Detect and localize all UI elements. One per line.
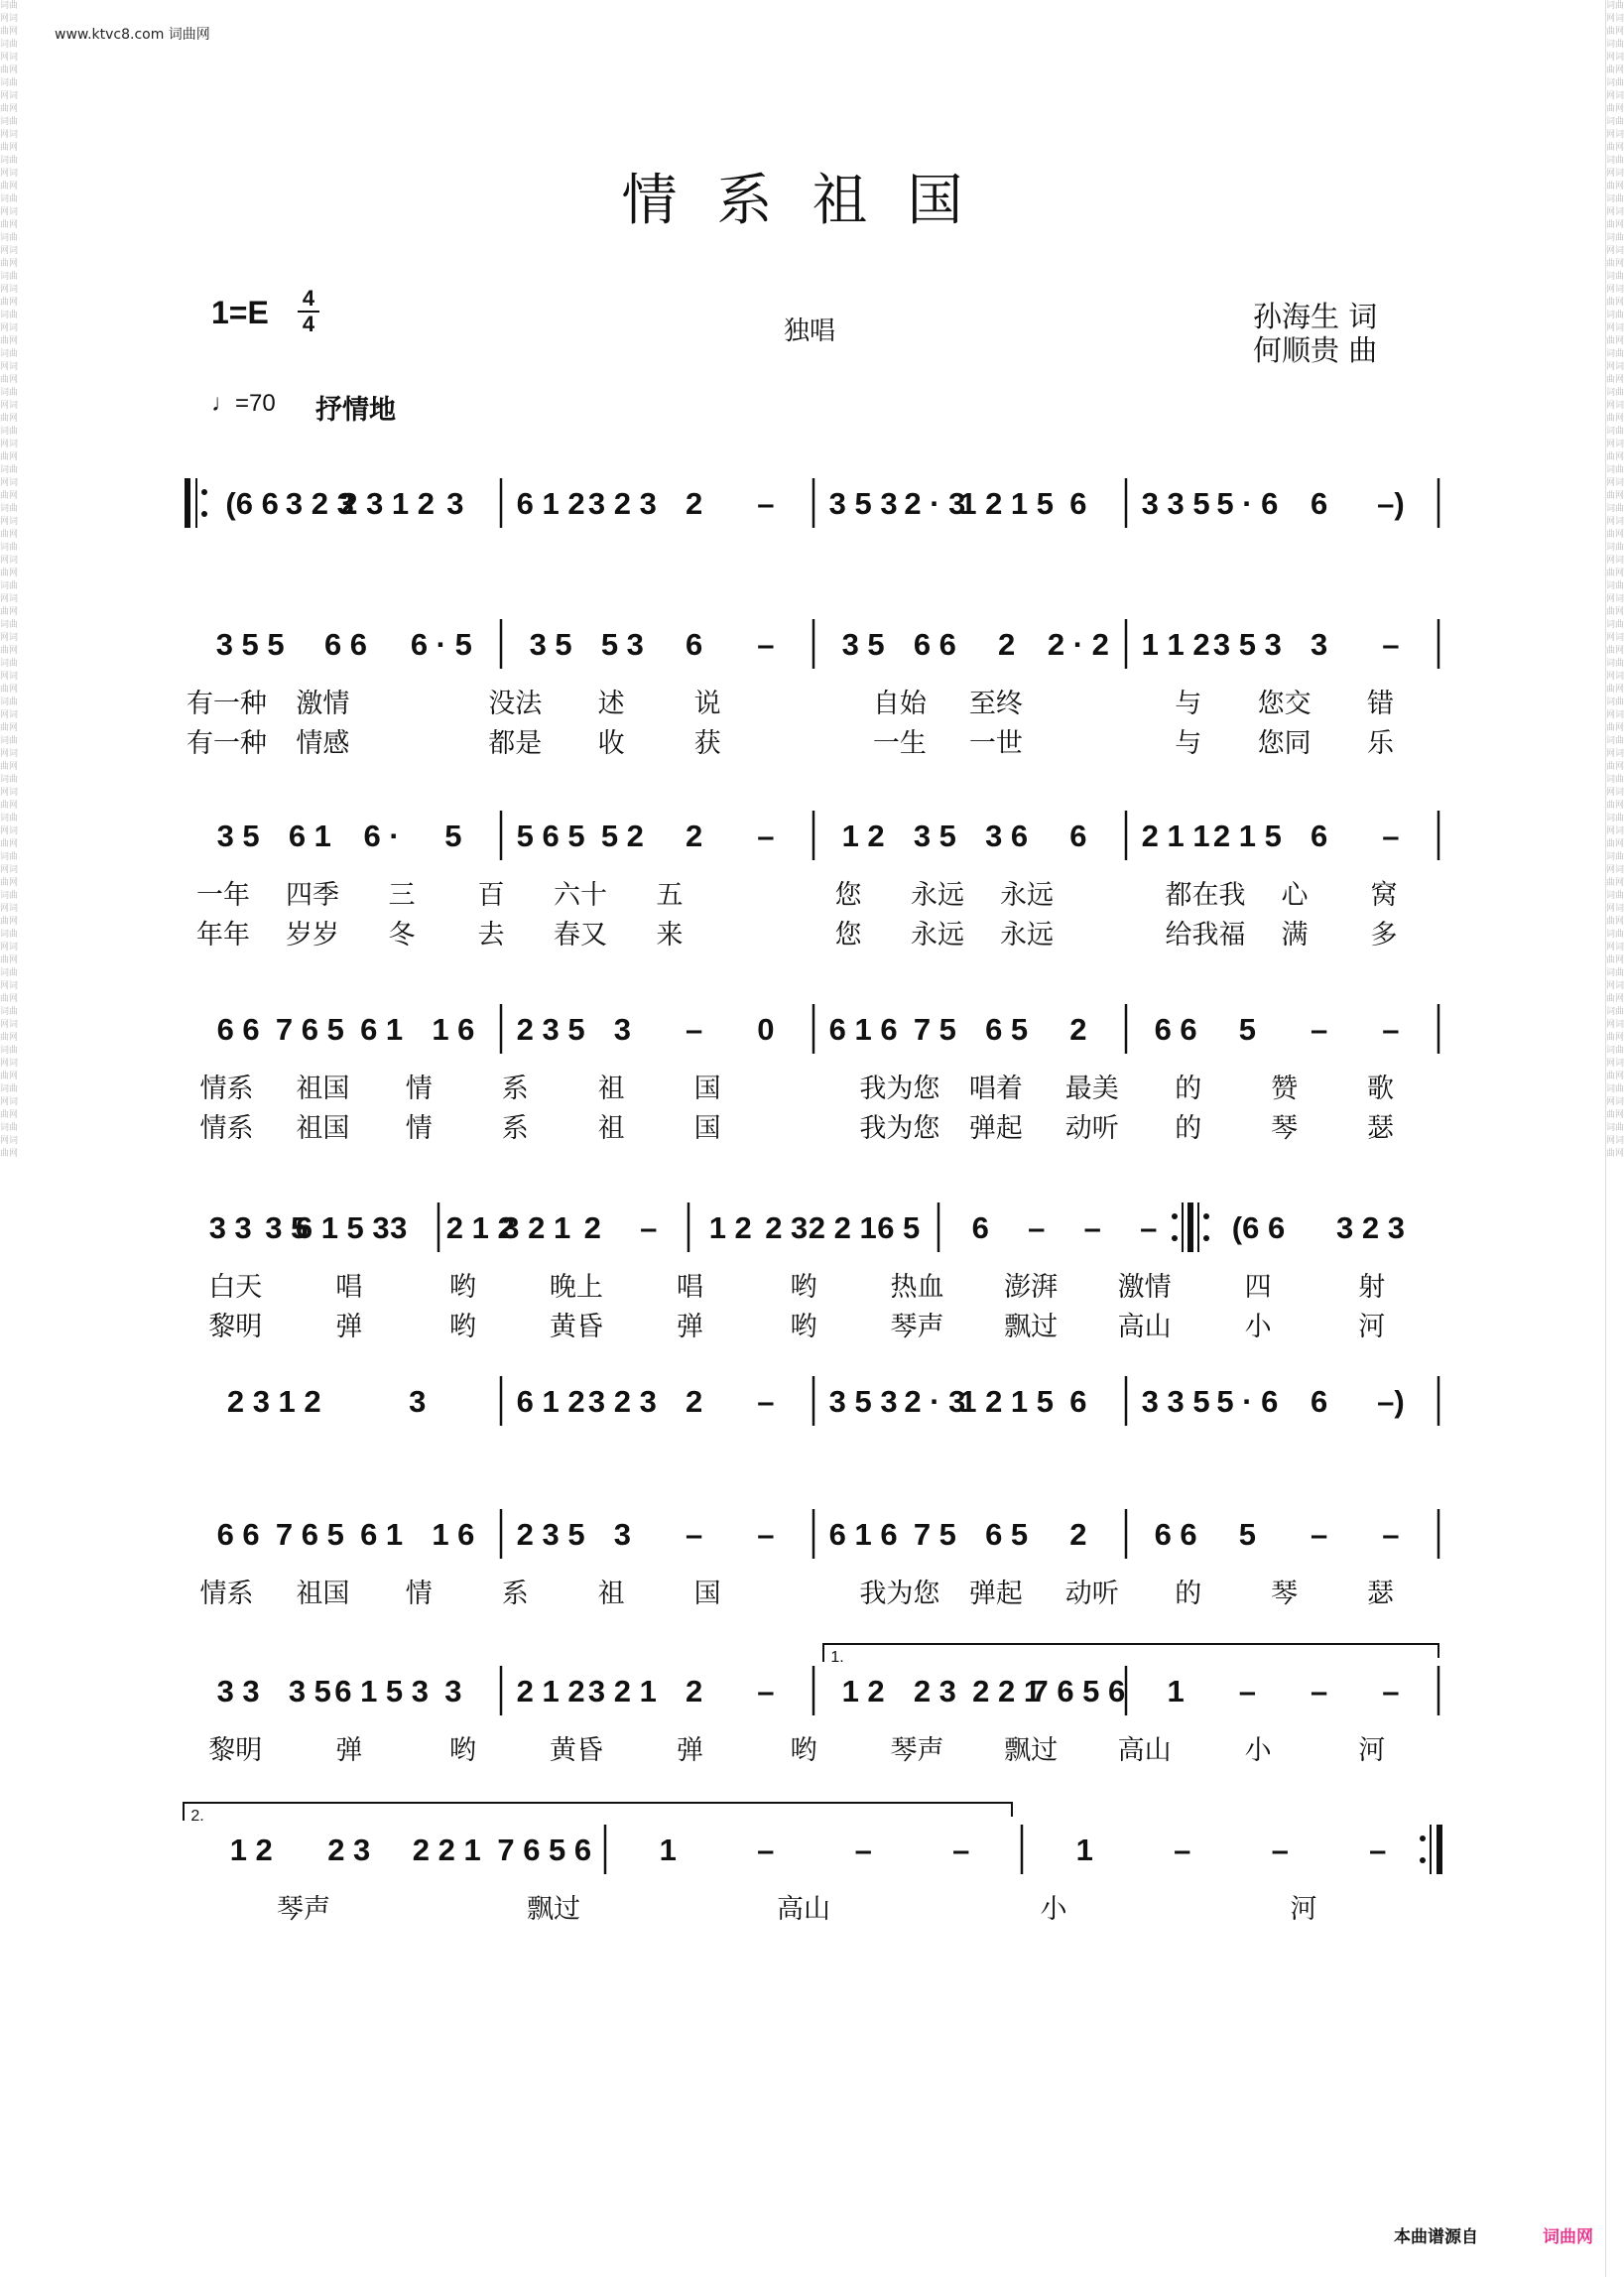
lyric-word: 哟 — [448, 1312, 476, 1342]
lyric-word: 有一种 — [186, 689, 267, 719]
note-group: – — [757, 1674, 775, 1708]
lyric-word: 情系 — [199, 1579, 254, 1609]
note-group: 6 — [1311, 486, 1328, 521]
note-group: – — [1238, 1674, 1256, 1708]
note-group: 3 5 — [288, 1674, 331, 1708]
note-group: – — [1311, 1517, 1328, 1552]
note-group: – — [686, 1517, 703, 1552]
note-group: 3 5 — [913, 819, 956, 853]
note-group: 2 · 3 — [904, 1384, 966, 1419]
note-group: 6 5 — [985, 1517, 1029, 1552]
lyric-word: 述 — [597, 689, 625, 719]
key-signature: 1=E — [211, 295, 269, 330]
note-group: 6 5 — [877, 1210, 921, 1245]
note-group: – — [1382, 627, 1400, 662]
lyric-word: 情感 — [296, 728, 350, 759]
note-group: 3 5 3 — [1212, 627, 1282, 662]
lyric-word: 系 — [501, 1579, 529, 1609]
lyric-word: 岁岁 — [286, 920, 339, 950]
lyric-word: 黎明 — [208, 1735, 263, 1766]
lyric-word: 弹 — [335, 1735, 363, 1766]
lyric-word: 瑟 — [1367, 1113, 1395, 1144]
song-title: 情系祖国 — [621, 169, 1003, 233]
note-group: 2 — [583, 1210, 601, 1245]
lyric-word: 四季 — [286, 880, 339, 911]
lyric-word: 乐 — [1367, 728, 1395, 759]
lyric-word: 弹 — [335, 1312, 363, 1342]
lyric-word: 哟 — [790, 1735, 817, 1766]
lyric-word: 澎湃 — [1004, 1272, 1059, 1303]
note-group: 1 2 1 5 — [959, 1384, 1055, 1419]
repeat-dot — [1172, 1213, 1178, 1219]
note-group: – — [952, 1833, 970, 1867]
lyric-word: 赞 — [1271, 1074, 1299, 1104]
lyric-word: 一生 — [872, 728, 927, 759]
lyric-word: 与 — [1175, 728, 1202, 759]
note-group: – — [1311, 1674, 1328, 1708]
note-group: 3 5 — [265, 1210, 309, 1245]
lyric-word: 祖 — [597, 1579, 625, 1609]
note-group: – — [1382, 819, 1400, 853]
lyric-word: 永远 — [1000, 880, 1054, 911]
note-group: –) — [1377, 1384, 1405, 1419]
lyric-word: 至终 — [968, 689, 1023, 719]
note-group: – — [757, 1517, 775, 1552]
note-group: 3 2 3 — [587, 1384, 657, 1419]
note-group: 3 5 — [216, 819, 260, 853]
note-group: 3 — [613, 1012, 631, 1047]
note-group: 3 3 5 — [1141, 486, 1210, 521]
note-group: 6 1 — [360, 1012, 404, 1047]
lyric-word: 国 — [693, 1074, 721, 1104]
note-group: 3 2 1 — [502, 1210, 571, 1245]
note-group: 3 3 — [208, 1210, 252, 1245]
note-group: – — [1382, 1012, 1400, 1047]
note-group: (6 6 — [225, 486, 279, 521]
note-group: 1 1 2 — [1141, 627, 1210, 662]
lyric-word: 有一种 — [186, 728, 267, 759]
note-group: 2 1 5 — [1212, 819, 1282, 853]
note-group: 1 2 — [841, 1674, 885, 1708]
lyric-word: 飘过 — [527, 1894, 580, 1925]
lyric-word: 错 — [1367, 689, 1395, 719]
note-group: 2 — [1069, 1517, 1087, 1552]
lyric-word: 的 — [1175, 1113, 1202, 1144]
note-group: 7 5 — [913, 1012, 956, 1047]
lyric-word: 六十 — [554, 880, 607, 911]
note-group: 1 6 — [432, 1012, 475, 1047]
note-group: 2 3 — [765, 1210, 809, 1245]
note-group: 5 · 6 — [1216, 1384, 1279, 1419]
volta-number: 2. — [190, 1808, 204, 1825]
lyric-word: 系 — [501, 1113, 529, 1144]
note-group: – — [757, 486, 775, 521]
lyric-word: 高山 — [1117, 1735, 1172, 1766]
note-group: – — [1382, 1517, 1400, 1552]
lyric-word: 河 — [1358, 1312, 1386, 1342]
lyric-word: 琴 — [1271, 1579, 1299, 1609]
note-group: 1 — [1167, 1674, 1185, 1708]
lyric-word: 与 — [1175, 689, 1202, 719]
note-group: 7 5 — [913, 1517, 956, 1552]
lyric-word: 热血 — [890, 1272, 944, 1303]
note-group: 3 3 5 — [1141, 1384, 1210, 1419]
lyric-word: 祖国 — [296, 1579, 350, 1609]
note-group: 6 — [686, 627, 703, 662]
lyric-word: 五 — [656, 880, 684, 911]
lyric-word: 情 — [405, 1579, 433, 1609]
lyric-word: 动听 — [1064, 1579, 1119, 1609]
note-group: 6 · — [363, 819, 400, 853]
note-group: 5 6 5 — [516, 819, 585, 853]
repeat-dot — [201, 489, 207, 495]
note-group: 6 6 — [323, 627, 368, 662]
lyric-word: 白天 — [208, 1272, 263, 1303]
lyric-word: 我为您 — [859, 1579, 940, 1609]
lyric-word: 情 — [405, 1113, 433, 1144]
note-group: 6 1 — [288, 819, 331, 853]
note-group: – — [1382, 1674, 1400, 1708]
note-group: 1 — [1075, 1833, 1093, 1867]
lyric-word: 国 — [693, 1579, 721, 1609]
note-group: 5 · 6 — [1216, 486, 1279, 521]
lyric-word: 祖 — [597, 1074, 625, 1104]
lyric-word: 琴声 — [890, 1312, 944, 1342]
note-group: 2 3 5 — [516, 1517, 585, 1552]
lyric-word: 高山 — [1117, 1312, 1172, 1342]
note-group: 2 — [1069, 1012, 1087, 1047]
note-group: – — [1174, 1833, 1191, 1867]
note-group: 6 — [1311, 1384, 1328, 1419]
lyric-word: 歌 — [1367, 1074, 1395, 1104]
note-group: 6 1 2 — [516, 1384, 585, 1419]
lyric-word: 射 — [1358, 1272, 1386, 1303]
lyric-word: 唱 — [335, 1272, 363, 1303]
lyricist-credit: 孙海生 词 — [1253, 300, 1378, 333]
note-group: 1 2 — [841, 819, 885, 853]
lyric-word: 情 — [405, 1074, 433, 1104]
note-group: 2 3 — [913, 1674, 956, 1708]
note-group: 6 1 6 — [828, 1012, 898, 1047]
note-group: 0 — [757, 1012, 775, 1047]
lyric-word: 哟 — [448, 1735, 476, 1766]
note-group: – — [1271, 1833, 1289, 1867]
lyric-word: 动听 — [1064, 1113, 1119, 1144]
volta-number: 1. — [830, 1649, 844, 1666]
lyric-word: 都是 — [488, 728, 543, 759]
lyric-word: 永远 — [911, 920, 964, 950]
lyric-word: 黄昏 — [549, 1312, 603, 1342]
note-group: 6 — [1311, 819, 1328, 853]
time-signature-bottom: 4 — [302, 312, 315, 336]
left-watermark-strip: 词曲网词曲网词曲网词曲网词曲网词曲网词曲网词曲网词曲网词曲网词曲网词曲网词曲网词曲网词曲网词曲网词曲网词曲网词曲网词曲网词曲网词曲网词曲网词曲网词曲网词曲网词曲网词曲网词曲网词曲网词曲网词曲网词曲网词曲网词曲网词曲网词曲网词曲网词曲网词曲网词曲网词曲网词曲网词曲网词曲网词曲网词曲网词曲网词曲网词曲网词曲网词曲网词曲网词曲网词曲网词曲网词曲网词曲网词曲网词曲网 — [0, 1, 18, 1159]
repeat-dot — [1203, 1213, 1209, 1219]
note-group: – — [1083, 1210, 1101, 1245]
note-group: 2 · 3 — [904, 486, 966, 521]
note-group: 3 — [390, 1210, 408, 1245]
note-group: 5 — [444, 819, 462, 853]
lyric-word: 哟 — [790, 1312, 817, 1342]
lyric-word: 弹 — [676, 1312, 703, 1342]
repeat-dot — [201, 511, 207, 517]
site-url-header: www.ktvc8.com 词曲网 — [55, 27, 210, 43]
repeat-dot — [1420, 1835, 1426, 1841]
lyric-word: 我为您 — [859, 1074, 940, 1104]
note-group: 5 2 — [600, 819, 644, 853]
note-group: 2 3 1 2 — [226, 1384, 321, 1419]
note-group: – — [757, 1384, 775, 1419]
note-group: 3 6 — [985, 819, 1029, 853]
note-group: – — [1028, 1210, 1046, 1245]
note-group: 2 — [998, 627, 1016, 662]
lyric-word: 系 — [501, 1074, 529, 1104]
note-group: 2 1 2 — [445, 1210, 515, 1245]
note-group: – — [1140, 1210, 1158, 1245]
lyric-word: 给我福 — [1165, 920, 1246, 950]
lyric-word: 我为您 — [859, 1113, 940, 1144]
lyric-word: 河 — [1290, 1894, 1317, 1925]
lyric-word: 激情 — [1117, 1272, 1172, 1303]
note-group: 2 — [686, 486, 703, 521]
note-group: 3 — [1311, 627, 1328, 662]
note-group: 2 3 5 — [516, 1012, 585, 1047]
note-group: 1 6 — [432, 1517, 475, 1552]
lyric-word: 河 — [1358, 1735, 1386, 1766]
note-group: 6 1 2 — [516, 486, 585, 521]
lyric-word: 弹起 — [968, 1579, 1023, 1609]
lyric-word: 激情 — [296, 689, 350, 719]
lyric-word: 来 — [656, 920, 684, 950]
lyric-word: 多 — [1370, 920, 1398, 950]
note-group: 6 5 — [985, 1012, 1029, 1047]
note-group: 2 3 1 2 — [340, 486, 436, 521]
repeat-thick-barline — [1187, 1202, 1193, 1252]
lyric-word: 哟 — [790, 1272, 817, 1303]
note-group: 3 — [613, 1517, 631, 1552]
note-group: 7 6 5 6 — [497, 1833, 592, 1867]
repeat-start-barline — [185, 478, 190, 528]
lyric-word: 自始 — [872, 689, 927, 719]
lyric-word: 琴声 — [890, 1735, 944, 1766]
note-group: 3 — [409, 1384, 427, 1419]
note-group: – — [1369, 1833, 1387, 1867]
lyric-word: 晚上 — [549, 1272, 603, 1303]
note-group: 1 2 — [708, 1210, 752, 1245]
repeat-dot — [1172, 1235, 1178, 1241]
lyric-word: 瑟 — [1367, 1579, 1395, 1609]
note-group: 2 2 1 — [808, 1210, 877, 1245]
lyric-word: 琴声 — [277, 1894, 330, 1925]
note-group: – — [757, 819, 775, 853]
note-group: – — [854, 1833, 872, 1867]
note-group: – — [1311, 1012, 1328, 1047]
note-group: 3 2 3 — [285, 486, 354, 521]
note-group: 2 1 2 — [516, 1674, 585, 1708]
note-group: 6 1 5 3 — [295, 1210, 390, 1245]
footer-site-name: 词曲网 — [1543, 2227, 1593, 2247]
voice-type: 独唱 — [784, 316, 836, 346]
note-group: 2 — [686, 1674, 703, 1708]
note-group: 3 5 3 — [828, 486, 898, 521]
lyric-word: 的 — [1175, 1579, 1202, 1609]
note-group: –) — [1377, 486, 1405, 521]
lyric-word: 您交 — [1257, 689, 1312, 719]
repeat-dot — [1420, 1857, 1426, 1863]
note-group: – — [640, 1210, 658, 1245]
note-group: 1 2 — [229, 1833, 273, 1867]
note-group: 6 — [971, 1210, 989, 1245]
lyric-word: 琴 — [1271, 1113, 1299, 1144]
lyric-word: 飘过 — [1004, 1735, 1059, 1766]
note-group: (6 6 — [1231, 1210, 1286, 1245]
note-group: 6 6 — [1154, 1517, 1197, 1552]
lyric-word: 祖 — [597, 1113, 625, 1144]
lyric-word: 您 — [834, 880, 862, 911]
lyric-word: 的 — [1175, 1074, 1202, 1104]
note-group: 2 1 1 — [1141, 819, 1210, 853]
note-group: 2 · 2 — [1047, 627, 1109, 662]
lyric-word: 哟 — [448, 1272, 476, 1303]
note-group: 6 1 5 3 — [334, 1674, 430, 1708]
note-group: 3 5 5 — [215, 627, 285, 662]
note-group: 2 2 1 — [972, 1674, 1042, 1708]
lyric-word: 情系 — [199, 1074, 254, 1104]
note-group: – — [757, 1833, 775, 1867]
note-group: 6 1 6 — [828, 1517, 898, 1552]
note-group: 6 — [1069, 486, 1087, 521]
note-group: 3 2 1 — [587, 1674, 657, 1708]
lyric-word: 满 — [1281, 920, 1309, 950]
note-group: 3 3 — [216, 1674, 260, 1708]
lyric-word: 都在我 — [1165, 880, 1246, 911]
lyric-word: 唱着 — [968, 1074, 1023, 1104]
lyric-word: 永远 — [911, 880, 964, 911]
lyric-word: 小 — [1244, 1735, 1272, 1766]
note-group: 2 2 1 — [412, 1833, 481, 1867]
note-group: 5 3 — [600, 627, 644, 662]
lyric-word: 一年 — [196, 880, 250, 911]
lyric-word: 没法 — [488, 689, 543, 719]
lyric-word: 冬 — [388, 920, 416, 950]
note-group: 1 2 1 5 — [959, 486, 1055, 521]
lyric-word: 情系 — [199, 1113, 254, 1144]
note-group: 2 3 — [327, 1833, 371, 1867]
lyric-word: 黎明 — [208, 1312, 263, 1342]
lyric-word: 窝 — [1370, 880, 1398, 911]
note-group: – — [686, 1012, 703, 1047]
note-group: 6 6 — [913, 627, 956, 662]
note-group: 5 — [1238, 1517, 1256, 1552]
time-signature-top: 4 — [302, 286, 315, 311]
lyric-word: 您同 — [1257, 728, 1312, 759]
lyric-word: 心 — [1281, 880, 1309, 911]
lyric-word: 黄昏 — [549, 1735, 603, 1766]
lyric-word: 说 — [693, 689, 721, 719]
lyric-word: 您 — [834, 920, 862, 950]
note-group: 6 6 — [216, 1517, 260, 1552]
note-group: 3 — [446, 486, 464, 521]
note-group: 2 — [686, 1384, 703, 1419]
composer-credit: 何顺贵 曲 — [1253, 333, 1378, 367]
lyric-word: 去 — [477, 920, 505, 950]
note-group: 6 6 — [216, 1012, 260, 1047]
note-group: 7 6 5 — [275, 1012, 344, 1047]
lyric-word: 四 — [1244, 1272, 1272, 1303]
volta-bracket — [184, 1803, 1012, 1821]
lyric-word: 高山 — [777, 1894, 830, 1925]
lyric-word: 小 — [1244, 1312, 1272, 1342]
footer-source-label: 本曲谱源自 — [1394, 2227, 1478, 2247]
lyric-word: 最美 — [1064, 1074, 1119, 1104]
note-group: 6 — [1069, 1384, 1087, 1419]
note-group: 6 — [1069, 819, 1087, 853]
note-group: 3 5 — [841, 627, 885, 662]
note-group: 6 1 — [360, 1517, 404, 1552]
lyric-word: 祖国 — [296, 1113, 350, 1144]
note-group: – — [757, 627, 775, 662]
repeat-dot — [1203, 1235, 1209, 1241]
expression-marking: 抒情地 — [315, 395, 396, 426]
lyric-word: 弹起 — [968, 1113, 1023, 1144]
right-watermark-strip: 词曲网词曲网词曲网词曲网词曲网词曲网词曲网词曲网词曲网词曲网词曲网词曲网词曲网词曲网词曲网词曲网词曲网词曲网词曲网词曲网词曲网词曲网词曲网词曲网词曲网词曲网词曲网词曲网词曲网词曲网词曲网词曲网词曲网词曲网词曲网词曲网词曲网词曲网词曲网词曲网词曲网词曲网词曲网词曲网词曲网词曲网词曲网词曲网词曲网词曲网词曲网词曲网词曲网词曲网词曲网词曲网词曲网词曲网词曲网词曲网 — [1605, 0, 1624, 2277]
note-group: 3 5 3 — [828, 1384, 898, 1419]
note-group: 3 2 3 — [1336, 1210, 1405, 1245]
note-group: 3 — [444, 1674, 462, 1708]
lyric-word: 获 — [693, 728, 721, 759]
note-group: 2 — [686, 819, 703, 853]
note-group: 6 · 5 — [410, 627, 472, 662]
note-group: 7 6 5 — [275, 1517, 344, 1552]
note-group: 3 2 3 — [587, 486, 657, 521]
lyric-word: 春又 — [554, 920, 607, 950]
lyric-word: 年年 — [196, 920, 250, 950]
note-group: 1 — [659, 1833, 677, 1867]
lyric-word: 三 — [388, 880, 416, 911]
note-group: 5 — [1238, 1012, 1256, 1047]
lyric-word: 百 — [477, 880, 505, 911]
lyric-word: 永远 — [1000, 920, 1054, 950]
lyric-word: 收 — [597, 728, 625, 759]
note-group: 3 5 — [529, 627, 572, 662]
lyric-word: 弹 — [676, 1735, 703, 1766]
lyric-word: 祖国 — [296, 1074, 350, 1104]
tempo-marking: ♩=70 — [211, 390, 276, 417]
lyric-word: 一世 — [968, 728, 1023, 759]
note-group: 7 6 5 6 — [1031, 1674, 1126, 1708]
note-group: 6 6 — [1154, 1012, 1197, 1047]
lyric-word: 国 — [693, 1113, 721, 1144]
lyric-word: 唱 — [676, 1272, 703, 1303]
volta-bracket — [823, 1644, 1438, 1662]
lyric-word: 小 — [1040, 1894, 1067, 1925]
lyric-word: 飘过 — [1004, 1312, 1059, 1342]
repeat-end-barline — [1437, 1825, 1442, 1874]
